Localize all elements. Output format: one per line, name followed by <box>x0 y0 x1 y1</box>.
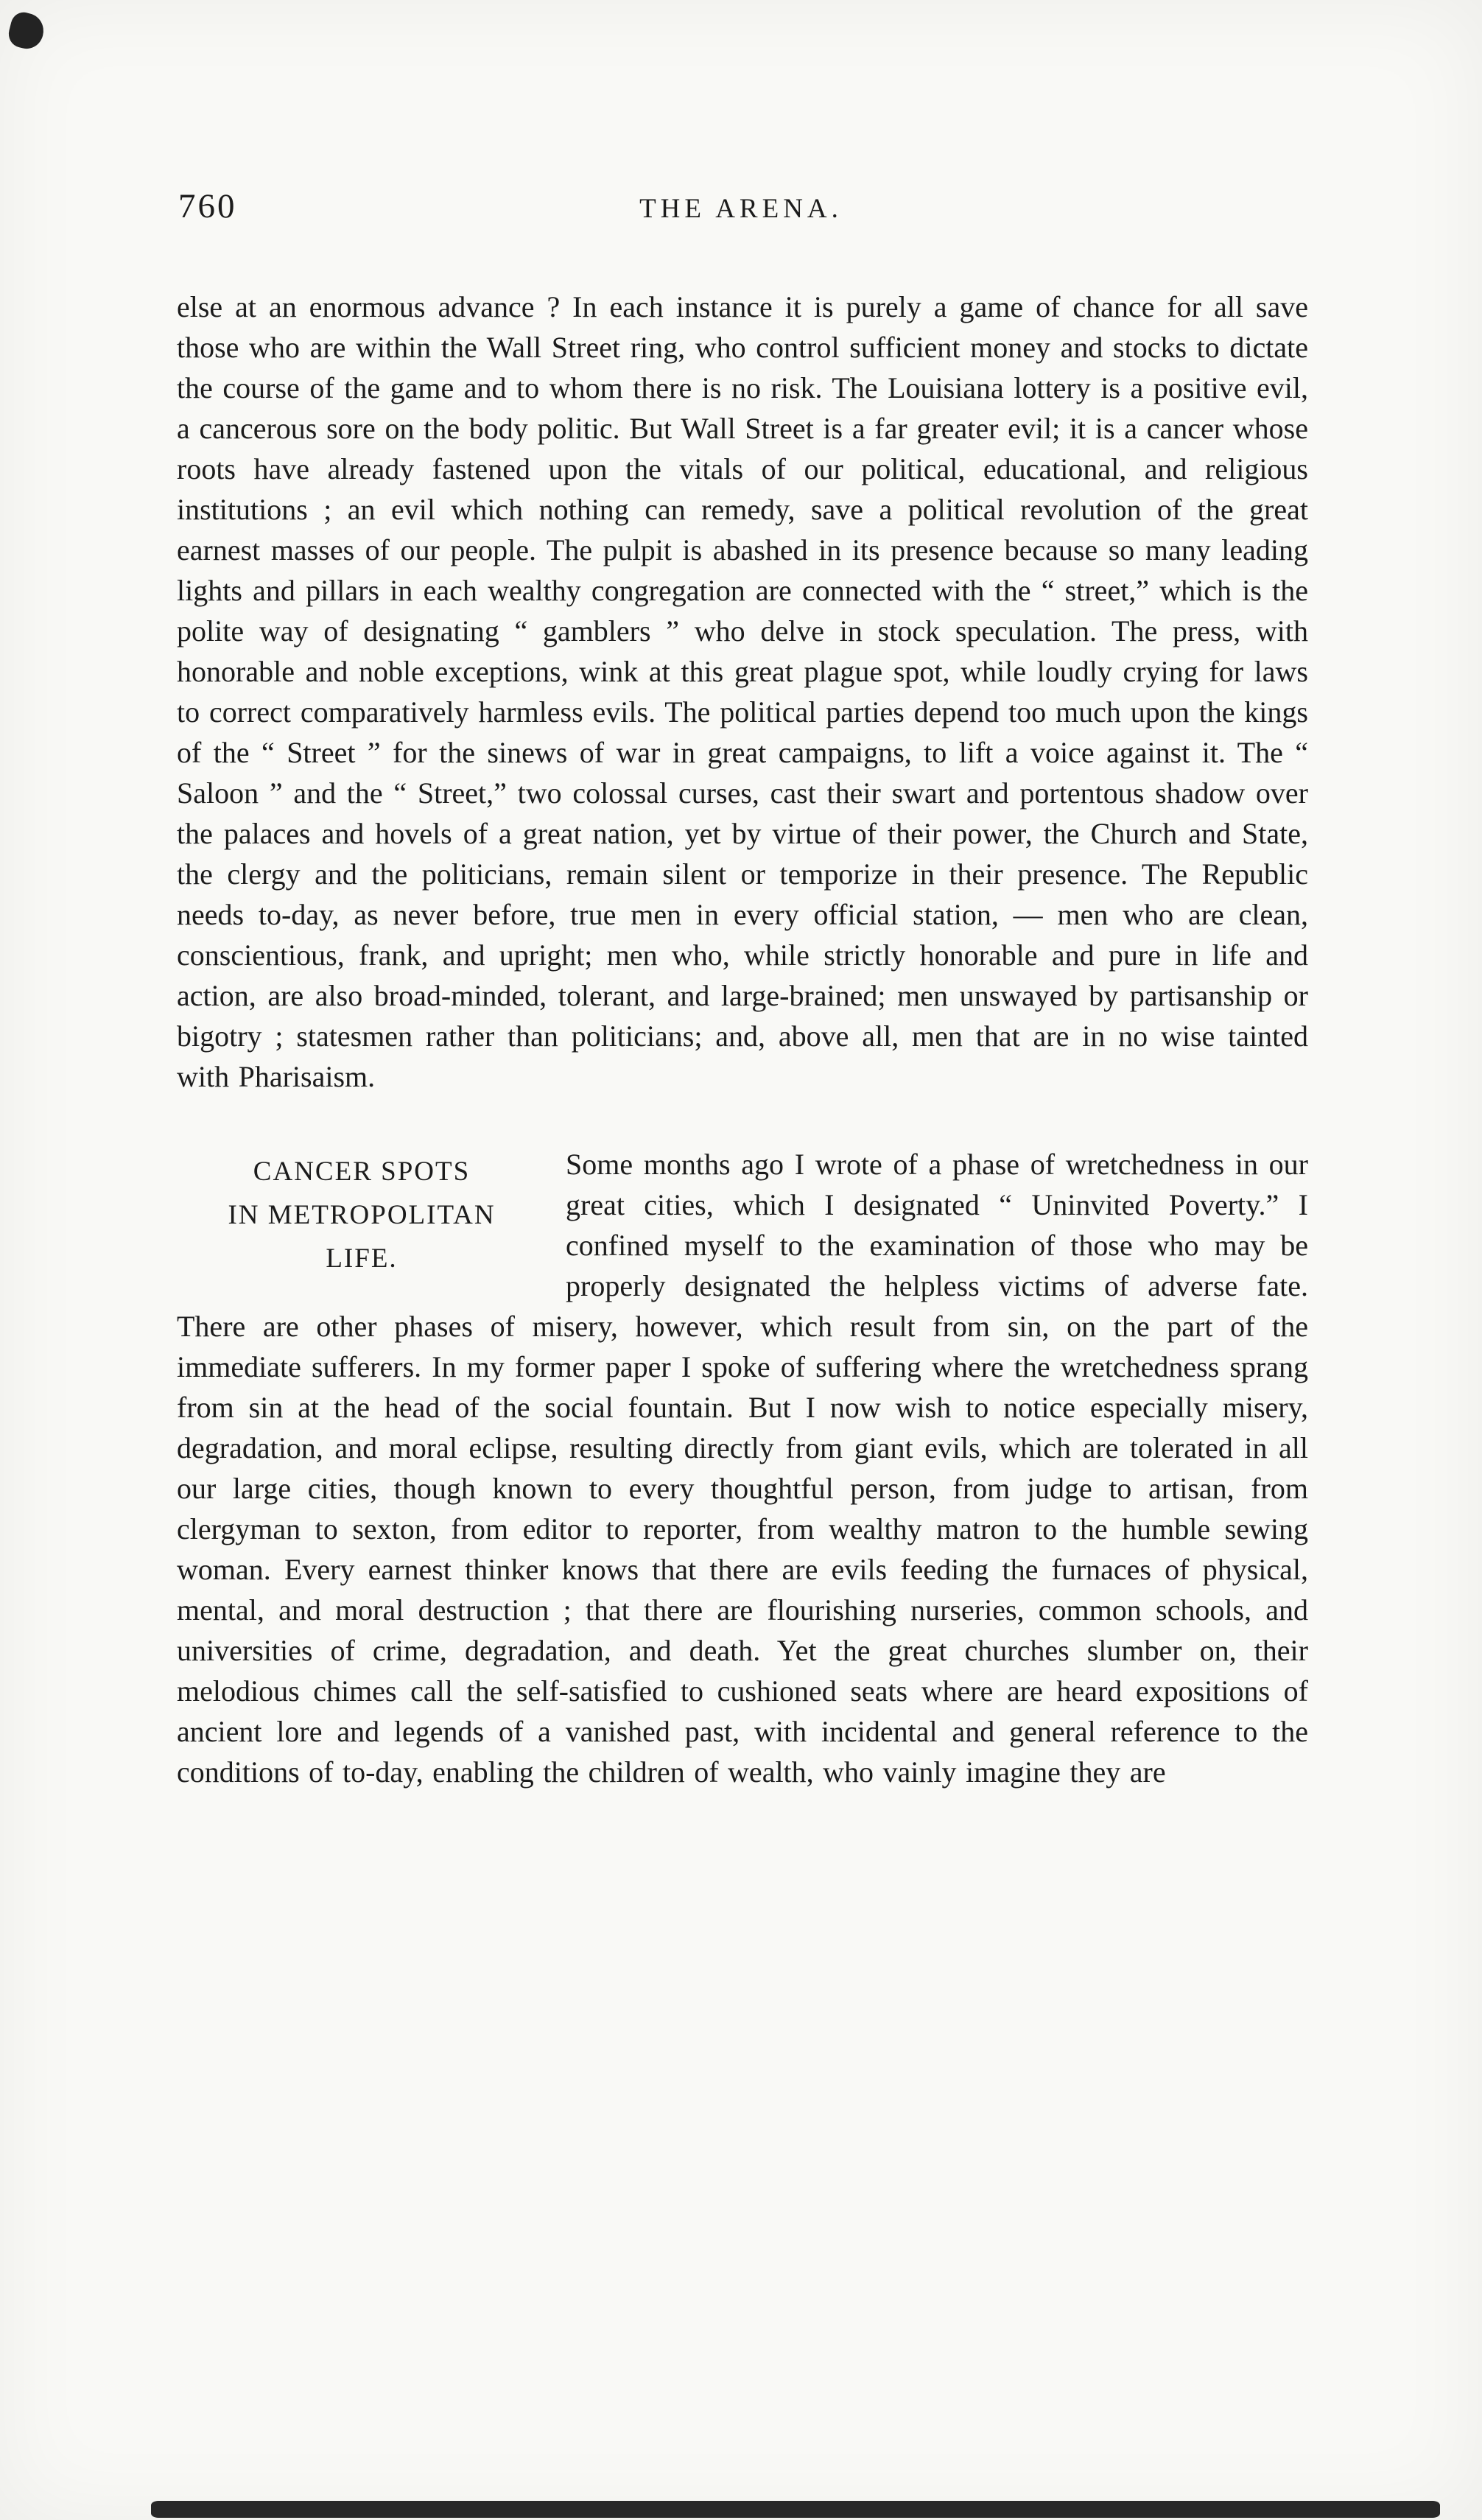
section-heading-line-3: LIFE. <box>326 1243 398 1274</box>
section-heading-line-2: IN METROPOLITAN <box>228 1200 496 1230</box>
next-page-scan-edge <box>151 2501 1440 2518</box>
running-title: THE ARENA. <box>639 194 843 224</box>
page-header <box>177 186 1305 228</box>
paragraph-cancer-spots-text: Some months ago I wrote of a phase of wretchedness in our great cities, which I designated “ Uninvited Poverty.” I confined myself to the examination of those who may be properly designated the helpless victims of adverse fate. There are other phases of misery, however, which result from sin, on the part of the immediate sufferers. In my former paper I spoke of suffering where the wretchedness sprang from sin at the head of the social fountain. But I now wish to notice especially misery, degradation, and moral eclipse, resulting directly from giant evils, which are tolerated in all our large cities, though known to every thoughtful person, from judge to artisan, from clergyman to sexton, from editor to reporter, from wealthy matron to the humble sewing woman. Every earnest thinker knows that there are evils feeding the furnaces of physical, mental, and moral destruction ; that there are flourishing nurseries, common schools, and universities of crime, degradation, and death. Yet the great churches slumber on, their melodious chimes call the self-satisfied to cushioned seats where are heard expositions of ancient lore and legends of a vanished past, with incidental and general reference to the conditions of to-day, enabling the children of wealth, who vainly imagine they are <box>177 1148 1308 1789</box>
section-heading <box>177 1144 547 1306</box>
paragraph-wall-street <box>177 287 1308 1097</box>
page-body <box>177 287 1308 1792</box>
scan-artifact-top-left <box>6 10 47 52</box>
paragraph-wall-street-text: else at an enormous advance ? In each instance it is purely a game of chance for all save those who are within the Wall Street ring, who control sufficient money and stocks to dictate the course of the game and to whom there is no risk. The Louisiana lottery is a positive evil, a cancerous sore on the body politic. But Wall Street is a far greater evil; it is a cancer whose roots have already fastened upon the vitals of our political, educational, and religious institutions ; an evil which nothing can remedy, save a political revolution of the great earnest masses of our people. The pulpit is abashed in its presence because so many leading lights and pillars in each wealthy congregation are connected with the “ street,” which is the polite way of designating “ gamblers ” who delve in stock speculation. The press, with honorable and noble exceptions, wink at this great plague spot, while loudly crying for laws to correct comparatively harmless evils. The political parties depend too much upon the kings of the “ Street ” for the sinews of war in great campaigns, to lift a voice against it. The “ Saloon ” and the “ Street,” two colossal curses, cast their swart and portentous shadow over the palaces and hovels of a great nation, yet by virtue of their power, the Church and State, the clergy and the politicians, remain silent or temporize in their presence. The Republic needs to-day, as never before, true men in every official station, — men who are clean, conscientious, frank, and upright; men who, while strictly honorable and pure in life and action, are also broad-minded, tolerant, and large-brained; men unswayed by partisanship or bigotry ; statesmen rather than politicians; and, above all, men that are in no wise tainted with Pharisaism. <box>177 290 1308 1093</box>
section-heading-line-1: CANCER SPOTS <box>253 1157 471 1187</box>
section-cancer-spots <box>177 1144 1308 1792</box>
page-number: 760 <box>178 187 237 225</box>
